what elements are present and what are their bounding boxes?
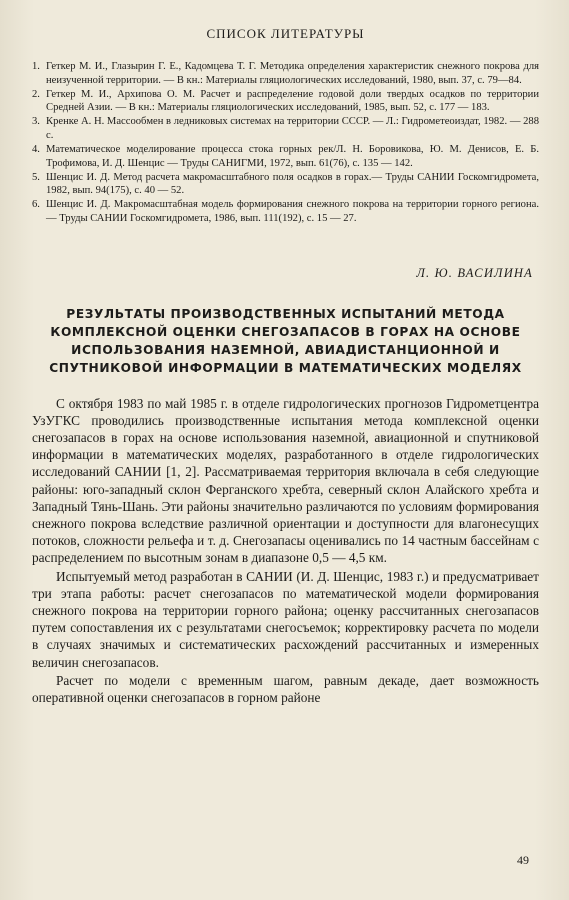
article-author: Л. Ю. ВАСИЛИНА (416, 265, 533, 280)
body-paragraph: Расчет по модели с временным шагом, равным декаде, дает возможность оперативной оценки снегозапасов в горном районе (32, 672, 539, 706)
reference-item (32, 60, 539, 87)
reference-number: 3. (32, 116, 40, 128)
body-paragraph: Испытуемый метод разработан в САНИИ (И. Д. Шенцис, 1983 г.) и предусматривает три этапа работы: расчет снегозапасов по математической модели формирования снежного покрова на территории горного района; оценку рассчитанных снегозапасов путем сопоставления их с результатами снегосъемок; корректировку расчета по модели в случаях значимых и систематических расхождений рассчитанных и измеренных величин снегозапасов. (32, 568, 539, 670)
reference-text: Шенцис И. Д. Макромасштабная модель формирования снежного покрова на территории горного региона. — Труды САНИИ Госкомгидромета, 1986, вып. 111(192), с. 15 — 27. (46, 199, 539, 225)
reference-item (32, 198, 539, 225)
reference-text: Геткер М. И., Глазырин Г. Е., Кадомцева Т. Г. Методика определения характеристик снежного покрова для неизученной территории. — В кн.: Материалы гляциологических исследований, 1980, вып. 37, с. 79—84. (46, 61, 539, 86)
bibliography-list (32, 60, 539, 226)
reference-number: 5. (32, 171, 40, 183)
bibliography-title: СПИСОК ЛИТЕРАТУРЫ (206, 26, 365, 41)
reference-item (32, 143, 539, 170)
reference-item (32, 171, 539, 198)
reference-text: Кренке А. Н. Массообмен в ледниковых системах на территории СССР. — Л.: Гидрометеоиздат, 1982. — 288 с. (46, 116, 539, 141)
reference-number: 1. (32, 61, 40, 72)
reference-number: 6. (32, 199, 40, 211)
reference-text: Шенцис И. Д. Метод расчета макромасштабного поля осадков в горах.— Труды САНИИ Госкомгидромета, 1982, вып. 94(175), с. 40 — 52. (46, 171, 539, 197)
reference-item (32, 88, 539, 115)
body-paragraph: С октября 1983 по май 1985 г. в отделе гидрологических прогнозов Гидрометцентра УзУГКС проводились производственные испытания метода комплексной оценки снегозапасов в горах на основе использования наземной, авиационной и спутниковой информации в математических моделях, разработанного в отделе гидрологических исследований САНИИ [1, 2]. Рассматриваемая территория включала в себя следующие районы: юго-западный склон Ферганского хребта, северный склон Алайского хребта и Западный Тянь-Шань. Эти районы значительно различаются по условиям формирования снежного покрова вследствие различной ориентации и доступности для влагонесущих потоков, сложности рельефа и т. д. Снегозапасы оценивались по 14 частным бассейнам с распределением по высотным зонам в диапазоне 0,5 — 4,5 км. (32, 395, 539, 566)
page-number: 49 (517, 853, 529, 867)
reference-number: 2. (32, 88, 40, 100)
reference-text: Геткер М. И., Архипова О. М. Расчет и распределение годовой доли твердых осадков по территории Средней Азии. — В кн.: Материалы гляциологических исследований, 1985, вып. 52, с. 177 — 183. (46, 88, 539, 114)
article-title: РЕЗУЛЬТАТЫ ПРОИЗВОДСТВЕННЫХ ИСПЫТАНИЙ МЕТОДА КОМПЛЕКСНОЙ ОЦЕНКИ СНЕГОЗАПАСОВ В ГОРАХ НА ОСНОВЕ ИСПОЛЬЗОВАНИЯ НАЗЕМНОЙ, АВИАДИСТАНЦИОННОЙ И СПУТНИКОВОЙ ИНФОРМАЦИИ В МАТЕМАТИЧЕСКИХ МОДЕЛЯХ (49, 306, 522, 375)
reference-item (32, 115, 539, 142)
reference-number: 4. (32, 144, 40, 156)
reference-text: Математическое моделирование процесса стока горных рек/Л. Н. Боровикова, Ю. М. Денисов, Е. Б. Трофимова, И. Д. Шенцис — Труды САНИГМИ, 1972, вып. 61(76), с. 135 — 142. (46, 144, 539, 169)
